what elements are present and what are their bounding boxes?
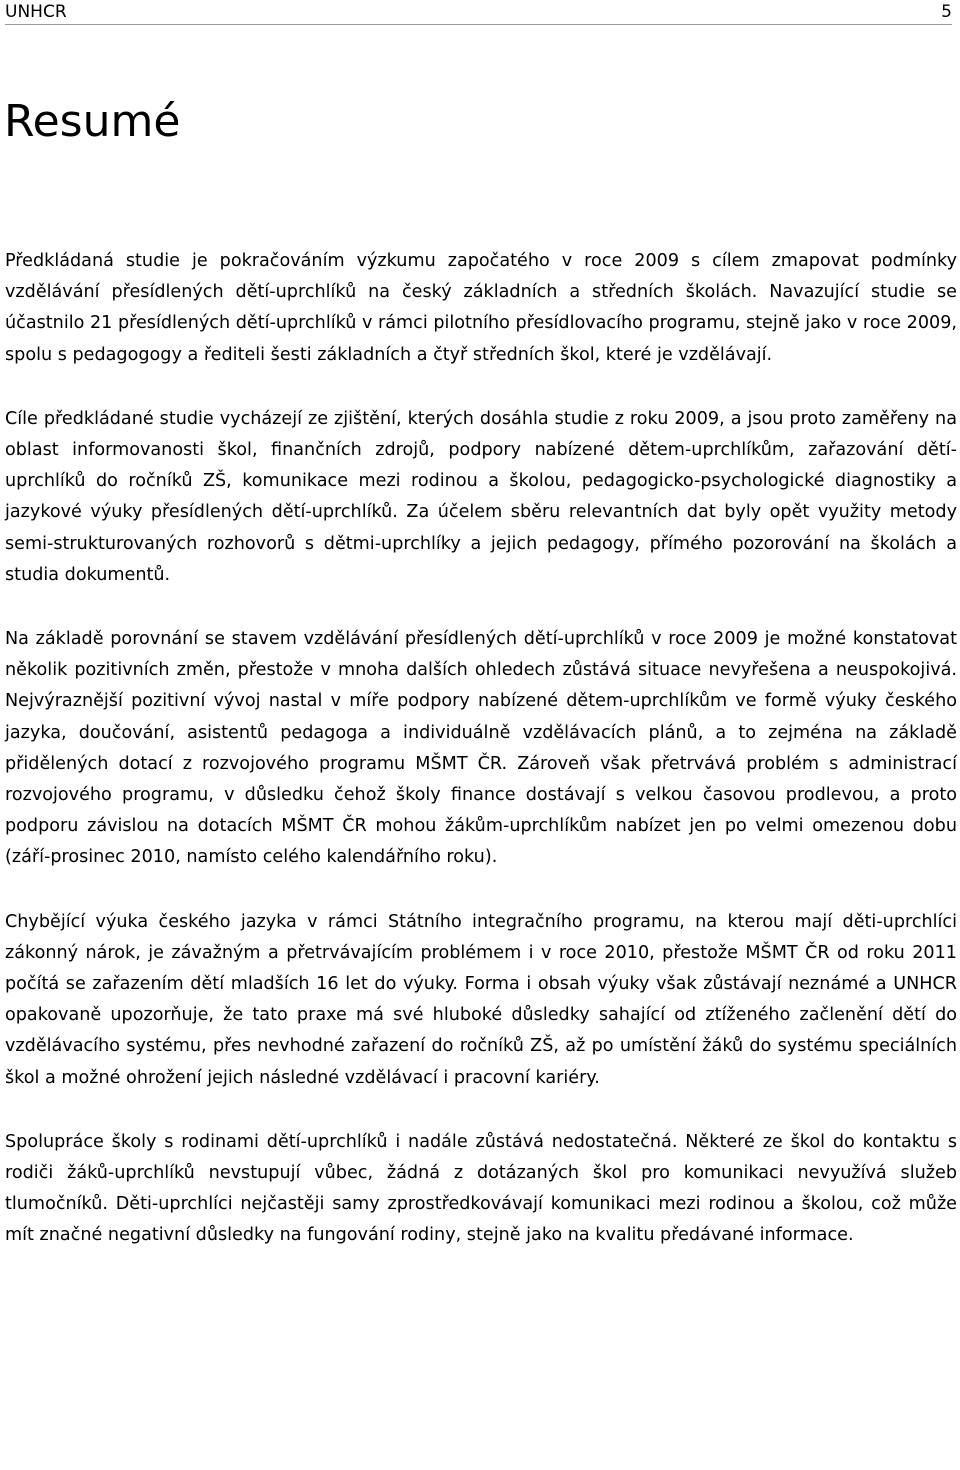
paragraph: Předkládaná studie je pokračováním výzkumu započatého v roce 2009 s cílem zmapovat podmínky vzdělávání přesídlených dětí-uprchlíků na český základních a středních školách. Navazující studie se účastnilo 21 přesídlených dětí-uprchlíků v rámci pilotního přesídlovacího programu, stejně jako v roce 2009, spolu s pedagogogy a řediteli šesti základních a čtyř středních škol, které je vzdělávají.	[5, 251, 957, 365]
page-title: Resumé	[4, 96, 181, 147]
resume-body	[5, 246, 957, 1285]
paragraph: Na základě porovnání se stavem vzdělávání přesídlených dětí-uprchlíků v roce 2009 je možné konstatovat několik pozitivních změn, přestože v mnoha dalších ohledech zůstává situace nevyřešena a neuspokojivá. Nejvýraznější pozitivní vývoj nastal v míře podpory nabízené dětem-uprchlíkům ve formě výuky českého jazyka, doučování, asistentů pedagoga a individuálně vzdělávacích plánů, a to zejména na základě přidělených dotací z rozvojového programu MŠMT ČR. Zároveň však přetrvává problém s administrací rozvojového programu, v důsledku čehož školy finance dostávají s velkou časovou prodlevou, a proto podporu závislou na dotacích MŠMT ČR mohou žákům-uprchlíkům nabízet jen po velmi omezenou dobu (září-prosinec 2010, namísto celého kalendářního roku).	[5, 629, 957, 868]
paragraph: Cíle předkládané studie vycházejí ze zjištění, kterých dosáhla studie z roku 2009, a jsou proto zaměřeny na oblast informovanosti škol, finančních zdrojů, podpory nabízené dětem-uprchlíkům, zařazování dětí-uprchlíků do ročníků ZŠ, komunikace mezi rodinou a školou, pedagogicko-psychologické diagnostiky a jazykové výuky přesídlených dětí-uprchlíků. Za účelem sběru relevantních dat byly opět využity metody semi-strukturovaných rozhovorů s dětmi-uprchlíky a jejich pedagogy, přímého pozorování na školách a studia dokumentů.	[5, 408, 957, 585]
header-page-number: 5	[941, 2, 952, 22]
header-org: UNHCR	[5, 2, 67, 22]
paragraph: Chybějící výuka českého jazyka v rámci Státního integračního programu, na kterou mají děti-uprchlíci zákonný nárok, je závažným a přetrvávajícím problémem i v roce 2010, přestože MŠMT ČR od roku 2011 počítá se zařazením dětí mladších 16 let do výuky. Forma i obsah výuky však zůstávají neznámé a UNHCR opakovaně upozorňuje, že tato praxe má své hluboké důsledky sahající od ztíženého začlenění dětí do vzdělávacího systému, přes nevhodné zařazení do ročníků ZŠ, až po umístění žáků do systému speciálních škol a možné ohrožení jejich následné vzdělávací i pracovní kariéry.	[5, 911, 957, 1088]
page-header	[5, 0, 952, 25]
paragraph: Spolupráce školy s rodinami dětí-uprchlíků i nadále zůstává nedostatečná. Některé ze škol do kontaktu s rodiči žáků-uprchlíků nevstupují vůbec, žádná z dotázaných škol pro komunikaci nevyužívá služeb tlumočníků. Děti-uprchlíci nejčastěji samy zprostředkovávají komunikaci mezi rodinou a školou, což může mít značné negativní důsledky na fungování rodiny, stejně jako na kvalitu předávané informace.	[5, 1131, 957, 1246]
